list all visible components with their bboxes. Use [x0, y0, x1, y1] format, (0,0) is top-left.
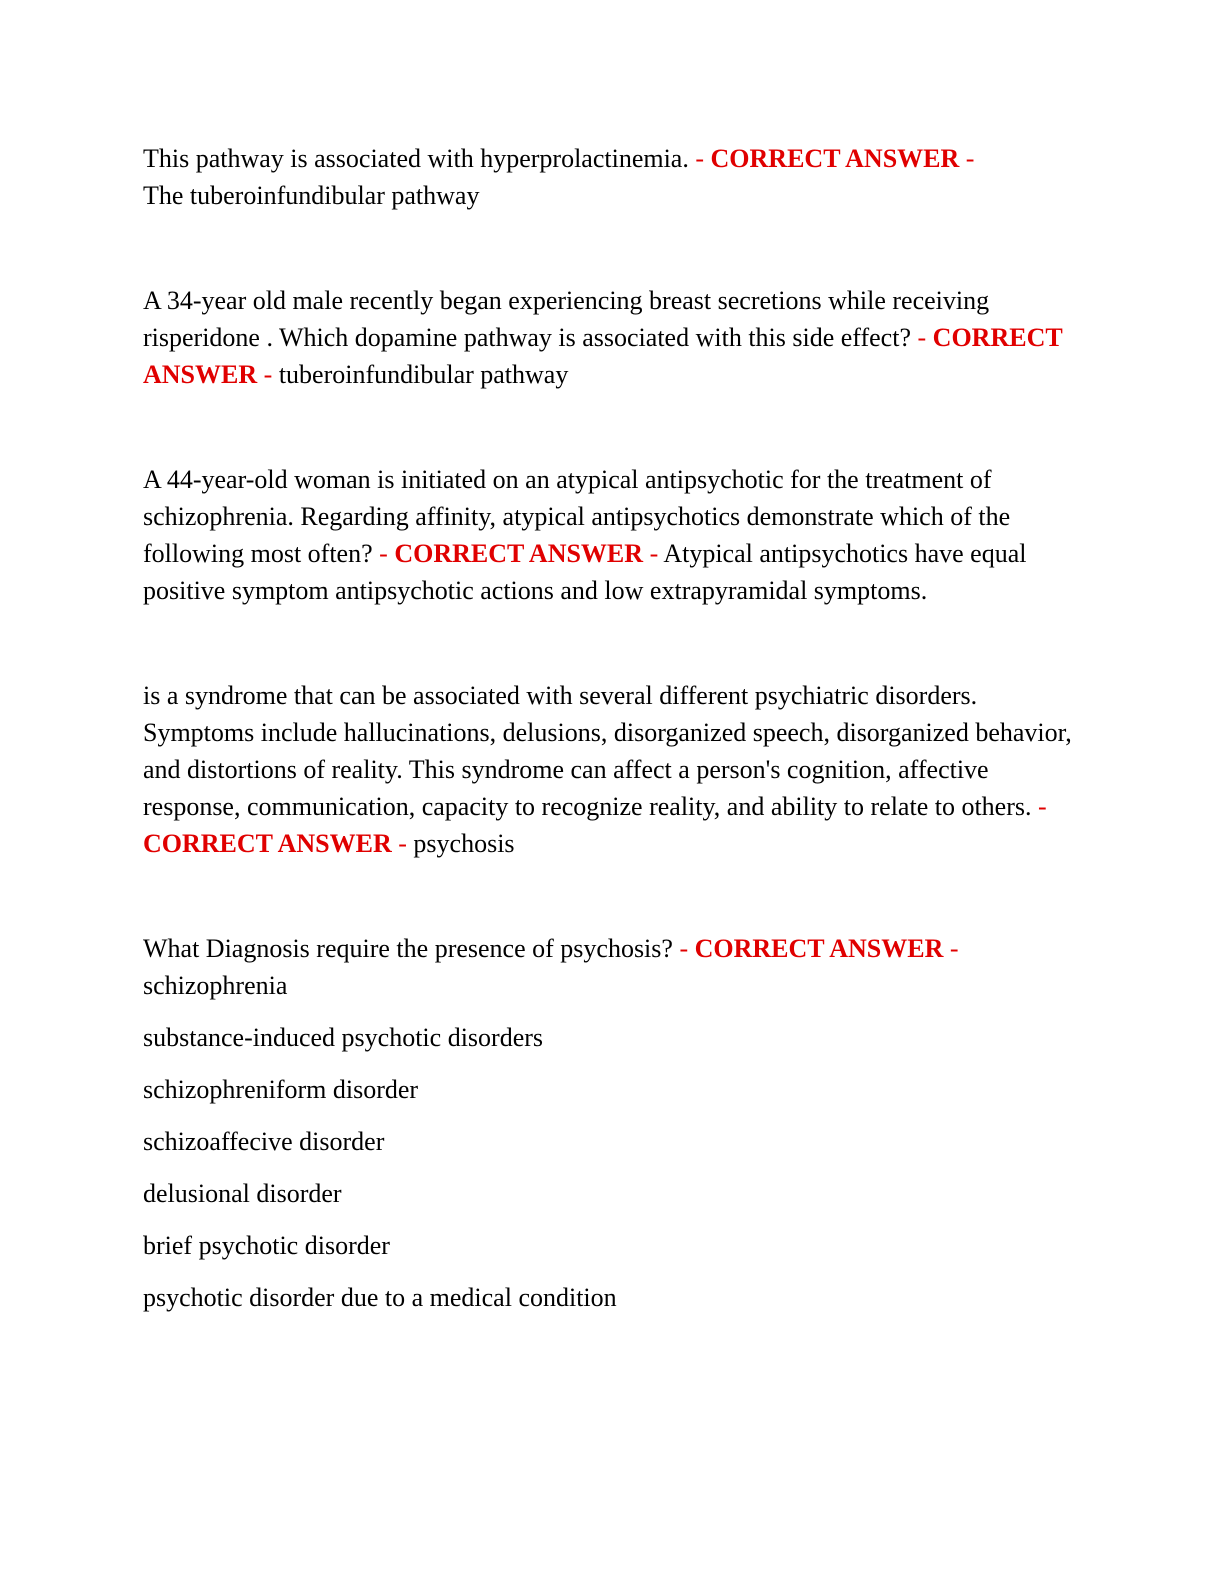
separator: -	[1038, 792, 1047, 821]
list-item: delusional disorder	[143, 1179, 342, 1208]
answer-text: psychosis	[413, 829, 515, 858]
question-text: A 34-year old male recently began experiencing breast secretions while receiving risperidone . Which dopamine pathway is associated with this side effect?	[143, 286, 990, 352]
list-item: schizoaffecive disorder	[143, 1127, 385, 1156]
question-text: A 44-year-old woman is initiated on an atypical antipsychotic for the treatment of schizophrenia. Regarding affinity, atypical antipsychotics demonstrate which of the following most often?	[143, 465, 1011, 568]
list-item: brief psychotic disorder	[143, 1231, 390, 1260]
separator: -	[379, 539, 388, 568]
correct-answer-label: CORRECT ANSWER	[143, 323, 1063, 389]
correct-answer-label: CORRECT ANSWER	[143, 829, 392, 858]
question-text: What Diagnosis require the presence of psychosis?	[143, 934, 673, 963]
answer-text: schizophrenia	[143, 971, 288, 1000]
qa-block-2	[143, 282, 1083, 393]
separator: -	[695, 144, 705, 173]
document-body	[143, 140, 1083, 1316]
separator: -	[398, 829, 407, 858]
separator: -	[917, 323, 927, 352]
question-text: This pathway is associated with hyperprolactinemia.	[143, 144, 689, 173]
separator: -	[949, 934, 959, 963]
correct-answer-label: CORRECT ANSWER	[710, 144, 960, 173]
correct-answer-label: CORRECT ANSWER	[394, 539, 644, 568]
qa-block-4	[143, 677, 1083, 862]
question-text: is a syndrome that can be associated with several different psychiatric disorders. Symptoms include hallucinations, delusions, disorganized speech, disorganized behavior, and distortions of reality. This syndrome can affect a person's cognition, affective response, communication, capacity to recognize reality, and ability to relate to others.	[143, 681, 1072, 821]
separator: -	[679, 934, 689, 963]
list-item: psychotic disorder due to a medical condition	[143, 1283, 617, 1312]
qa-block-1	[143, 140, 1083, 214]
separator: -	[965, 144, 975, 173]
qa-block-3	[143, 461, 1083, 609]
separator: -	[263, 360, 273, 389]
answer-text: tuberoinfundibular pathway	[278, 360, 569, 389]
answer-text: Atypical antipsychotics have equal positive symptom antipsychotic actions and low extrapyramidal symptoms.	[143, 539, 1027, 605]
list-item: substance-induced psychotic disorders	[143, 1023, 544, 1052]
separator: -	[649, 539, 659, 568]
answer-text: The tuberoinfundibular pathway	[143, 181, 480, 210]
list-item: schizophreniform disorder	[143, 1075, 419, 1104]
qa-block-5	[143, 930, 1083, 1316]
correct-answer-label: CORRECT ANSWER	[694, 934, 944, 963]
